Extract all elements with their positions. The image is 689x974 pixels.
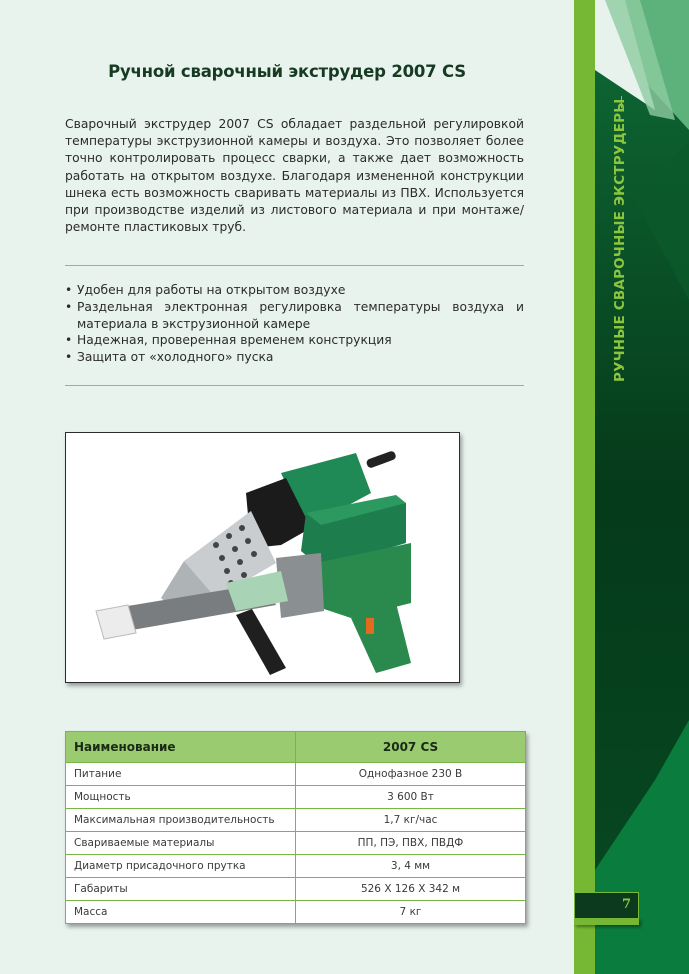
table-row — [66, 855, 526, 878]
spec-label: Масса — [66, 901, 296, 924]
divider-top — [65, 265, 524, 266]
extruder-illustration-icon — [66, 433, 459, 682]
table-row — [66, 901, 526, 924]
table-row — [66, 832, 526, 855]
spec-value: 3 600 Вт — [296, 786, 526, 809]
spec-header-model: 2007 CS — [296, 732, 526, 763]
spec-value: 7 кг — [296, 901, 526, 924]
spec-value: 1,7 кг/час — [296, 809, 526, 832]
table-row — [66, 763, 526, 786]
spec-label: Свариваемые материалы — [66, 832, 296, 855]
product-photo — [65, 432, 460, 683]
page-number: 7 — [574, 892, 639, 918]
spec-label: Диаметр присадочного прутка — [66, 855, 296, 878]
section-label: РУЧНЫЕ СВАРОЧНЫЕ ЭКСТРУДЕРЫ — [612, 98, 628, 382]
green-wave-background-icon — [595, 0, 689, 974]
spec-label: Мощность — [66, 786, 296, 809]
page-number-bar — [574, 918, 639, 925]
spec-label: Питание — [66, 763, 296, 786]
feature-item: • Надежная, проверенная временем конструкция — [65, 332, 524, 349]
spec-label: Максимальная производительность — [66, 809, 296, 832]
feature-item: • Раздельная электронная регулировка температуры воздуха и материала в экструзионной камере — [65, 299, 524, 333]
spec-table — [65, 731, 526, 924]
spec-value: Однофазное 230 В — [296, 763, 526, 786]
spec-value: ПП, ПЭ, ПВХ, ПВДФ — [296, 832, 526, 855]
sidebar-decoration — [574, 0, 689, 974]
table-row — [66, 809, 526, 832]
intro-paragraph: Сварочный экструдер 2007 CS обладает раздельной регулировкой температуры экструзионной камеры и воздуха. Это позволяет более точно контролировать процесс сварки, а также дает возможность работать на открытом воздухе. Благодаря измененной конструкции шнека есть возможность сваривать материалы из ПВХ. Используется при производстве изделий из листового материала и при монтаже/ ремонте пластиковых труб. — [65, 117, 524, 235]
page-title: Ручной сварочный экструдер 2007 CS — [108, 62, 466, 81]
spec-label: Габариты — [66, 878, 296, 901]
spec-header-name: Наименование — [66, 732, 296, 763]
spec-value: 526 X 126 X 342 м — [296, 878, 526, 901]
feature-item: • Защита от «холодного» пуска — [65, 349, 524, 366]
feature-list — [65, 282, 524, 366]
spec-value: 3, 4 мм — [296, 855, 526, 878]
table-row — [66, 786, 526, 809]
divider-bottom — [65, 385, 524, 386]
spec-header-row — [66, 732, 526, 763]
accent-stripe — [574, 0, 595, 974]
table-row — [66, 878, 526, 901]
feature-item: • Удобен для работы на открытом воздухе — [65, 282, 524, 299]
